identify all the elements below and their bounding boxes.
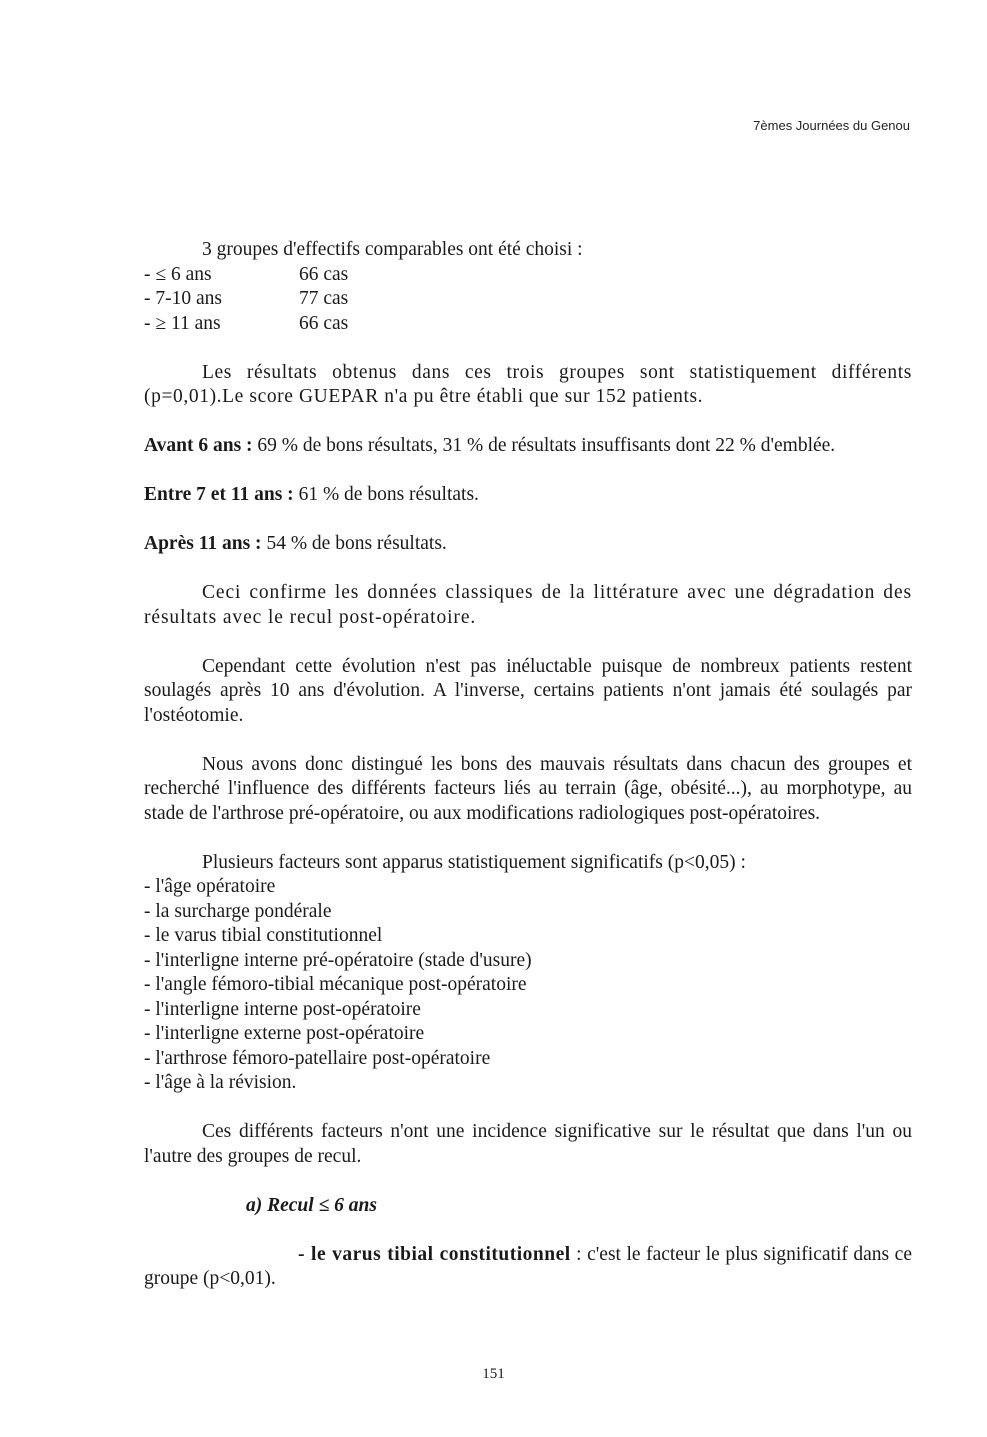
list-item: - l'âge opératoire (144, 876, 276, 897)
page-number: 151 (482, 1366, 505, 1382)
section-subheading: a) Recul ≤ 6 ans (246, 1194, 377, 1216)
varus-text: : c'est le facteur le plus significatif dans ce groupe (p<0,01). (144, 1243, 912, 1289)
between-lead: Entre 7 et 11 ans : (144, 484, 294, 505)
after-lead: Après 11 ans : (144, 533, 262, 554)
varus-paragraph (144, 1243, 912, 1292)
running-header: 7èmes Journées du Genou (753, 118, 910, 133)
group-value: 77 cas (299, 288, 349, 309)
list-item: - l'interligne interne post-opératoire (144, 998, 421, 1020)
list-item: - la surcharge pondérale (144, 900, 332, 922)
between-paragraph (144, 483, 912, 508)
group-label: - ≥ 11 ans (144, 312, 221, 334)
page-body (144, 238, 912, 1292)
factors-intro: Plusieurs facteurs sont apparus statistiquement significatifs (p<0,05) : (202, 851, 746, 873)
group-label: - 7-10 ans (144, 288, 222, 309)
results-paragraph: Les résultats obtenus dans ces trois groupes sont statistiquement différents (p=0,01).Le score GUEPAR n'a pu être établi que sur 152 patients. (144, 361, 912, 407)
list-item: - le varus tibial constitutionnel (144, 925, 383, 946)
incidence-paragraph: Ces différents facteurs n'ont une incidence significative sur le résultat que dans l'un ou l'autre des groupes de recul. (144, 1121, 912, 1167)
between-text: 61 % de bons résultats. (293, 484, 479, 505)
after-paragraph (144, 532, 912, 557)
before6-lead: Avant 6 ans : (144, 435, 253, 456)
group-row (144, 312, 912, 337)
list-item: - l'interligne externe post-opératoire (144, 1023, 425, 1044)
group-value: 66 cas (299, 312, 349, 334)
factors-list (144, 851, 912, 1096)
group-row (144, 287, 912, 312)
group-row (144, 263, 912, 288)
list-item: - l'arthrose fémoro-patellaire post-opératoire (144, 1047, 491, 1069)
after-text: 54 % de bons résultats. (261, 533, 447, 554)
list-item: - l'interligne interne pré-opératoire (stade d'usure) (144, 949, 532, 971)
group-value: 66 cas (299, 263, 349, 285)
list-item: - l'âge à la révision. (144, 1072, 297, 1093)
however-paragraph: Cependant cette évolution n'est pas inéluctable puisque de nombreux patients restent soulagés après 10 ans d'évolution. A l'inverse, certains patients n'ont jamais été soulagés par l'ostéotomie. (144, 655, 912, 726)
groups-intro: 3 groupes d'effectifs comparables ont été choisi : (202, 239, 583, 260)
varus-lead: - le varus tibial constitutionnel (298, 1243, 571, 1265)
group-label: - ≤ 6 ans (144, 263, 212, 285)
groups-list (144, 238, 912, 336)
distinguish-paragraph: Nous avons donc distingué les bons des mauvais résultats dans chacun des groupes et recherché l'influence des différents facteurs liés au terrain (âge, obésité...), au morphotype, au stade de l'arthrose pré-opératoire, ou aux modifications radiologiques post-opératoires. (144, 753, 912, 824)
confirm-paragraph: Ceci confirme les données classiques de la littérature avec une dégradation des résultats avec le recul post-opératoire. (144, 582, 912, 628)
before6-text: 69 % de bons résultats, 31 % de résultats insuffisants dont 22 % d'emblée. (252, 435, 836, 456)
list-item: - l'angle fémoro-tibial mécanique post-opératoire (144, 974, 527, 995)
before6-paragraph (144, 434, 912, 459)
